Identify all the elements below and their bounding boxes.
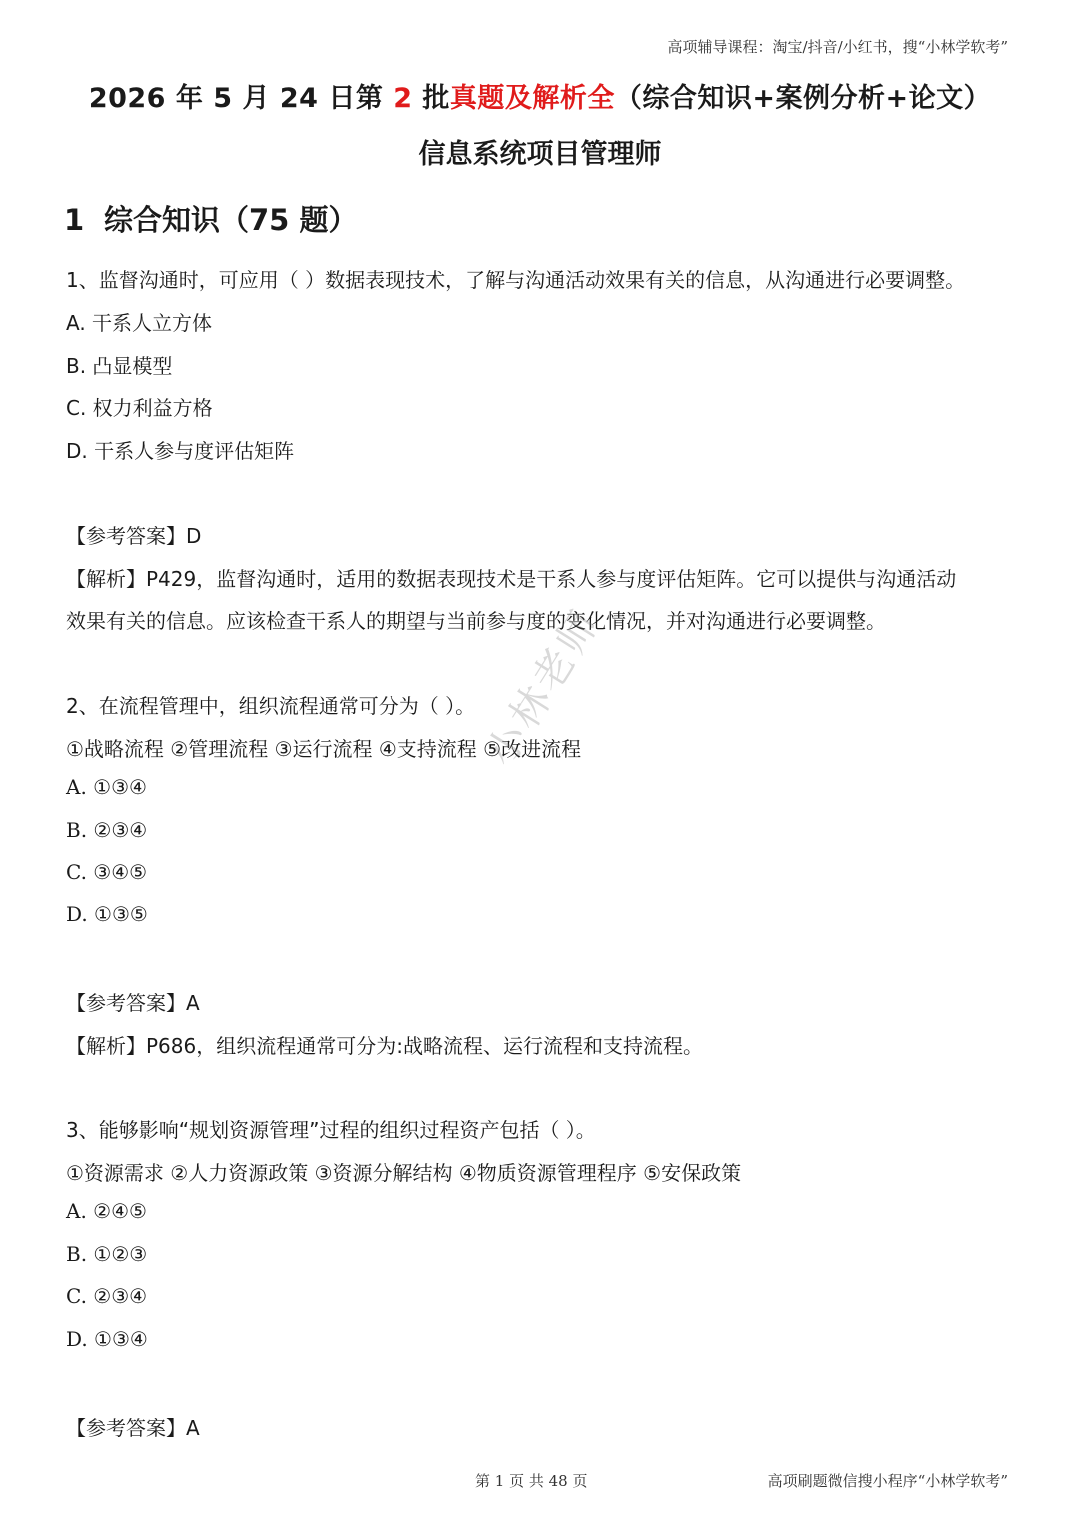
title-part5: （综合知识+案例分析+论文）: [614, 83, 992, 114]
q3-option-a: A. ②④⑤: [66, 1199, 147, 1223]
q1-option-d: D. 干系人参与度评估矩阵: [66, 439, 295, 463]
q1-analysis-line1: 【解析】P429，监督沟通时，适用的数据表现技术是干系人参与度评估矩阵。它可以提供与沟通活动: [66, 567, 957, 591]
q1-analysis-line2: 效果有关的信息。应该检查干系人的期望与当前参与度的变化情况，并对沟通进行必要调整。: [66, 609, 886, 633]
q3-option-c: C. ②③④: [66, 1284, 148, 1308]
q3-option-d: D. ①③④: [66, 1327, 148, 1351]
q3-option-b: B. ①②③: [66, 1242, 148, 1266]
q2-option-a: A. ①③④: [66, 775, 147, 799]
q2-question: 2、在流程管理中，组织流程通常可分为（ ）。: [66, 694, 476, 718]
q2-option-b: B. ②③④: [66, 818, 148, 842]
q2-option-c: C. ③④⑤: [66, 860, 148, 884]
q2-answer: 【参考答案】A: [66, 991, 200, 1015]
q3-answer: 【参考答案】A: [66, 1416, 200, 1440]
footer-page-number: 第 1 页 共 48 页: [475, 1472, 588, 1490]
section-label: 综合知识（75 题）: [104, 203, 358, 237]
footer-note: 高项刷题微信搜小程序“小林学软考”: [767, 1472, 1008, 1490]
section-heading: [64, 198, 357, 239]
title-part1: 2026 年 5 月 24 日第: [88, 83, 394, 114]
document-title: [0, 76, 1080, 115]
header-note: 高项辅导课程：淘宝/抖音/小红书，搜“小林学软考”: [667, 38, 1008, 56]
q1-option-c: C. 权力利益方格: [66, 396, 213, 420]
title-batch-number: 2: [393, 83, 413, 114]
q2-option-d: D. ①③⑤: [66, 902, 148, 926]
q1-option-a: A. 干系人立方体: [66, 311, 213, 335]
q1-option-b: B. 凸显模型: [66, 354, 173, 378]
title-highlight: 真题及解析全: [449, 83, 615, 114]
document-subtitle: 信息系统项目管理师: [418, 139, 662, 170]
q3-question: 3、能够影响“规划资源管理”过程的组织过程资产包括（ ）。: [66, 1118, 596, 1142]
watermark: 小林老师: [477, 600, 610, 775]
q2-analysis: 【解析】P686，组织流程通常可分为:战略流程、运行流程和支持流程。: [66, 1034, 703, 1058]
q1-answer: 【参考答案】D: [66, 524, 202, 548]
q2-items: ①战略流程 ②管理流程 ③运行流程 ④支持流程 ⑤改进流程: [66, 737, 582, 761]
q1-question: 1、监督沟通时，可应用（ ）数据表现技术，了解与沟通活动效果有关的信息，从沟通进行必要调整。: [66, 268, 966, 292]
q3-items: ①资源需求 ②人力资源政策 ③资源分解结构 ④物质资源管理程序 ⑤安保政策: [66, 1161, 742, 1185]
title-part3: 批: [412, 83, 450, 114]
section-number: 1: [64, 203, 85, 237]
